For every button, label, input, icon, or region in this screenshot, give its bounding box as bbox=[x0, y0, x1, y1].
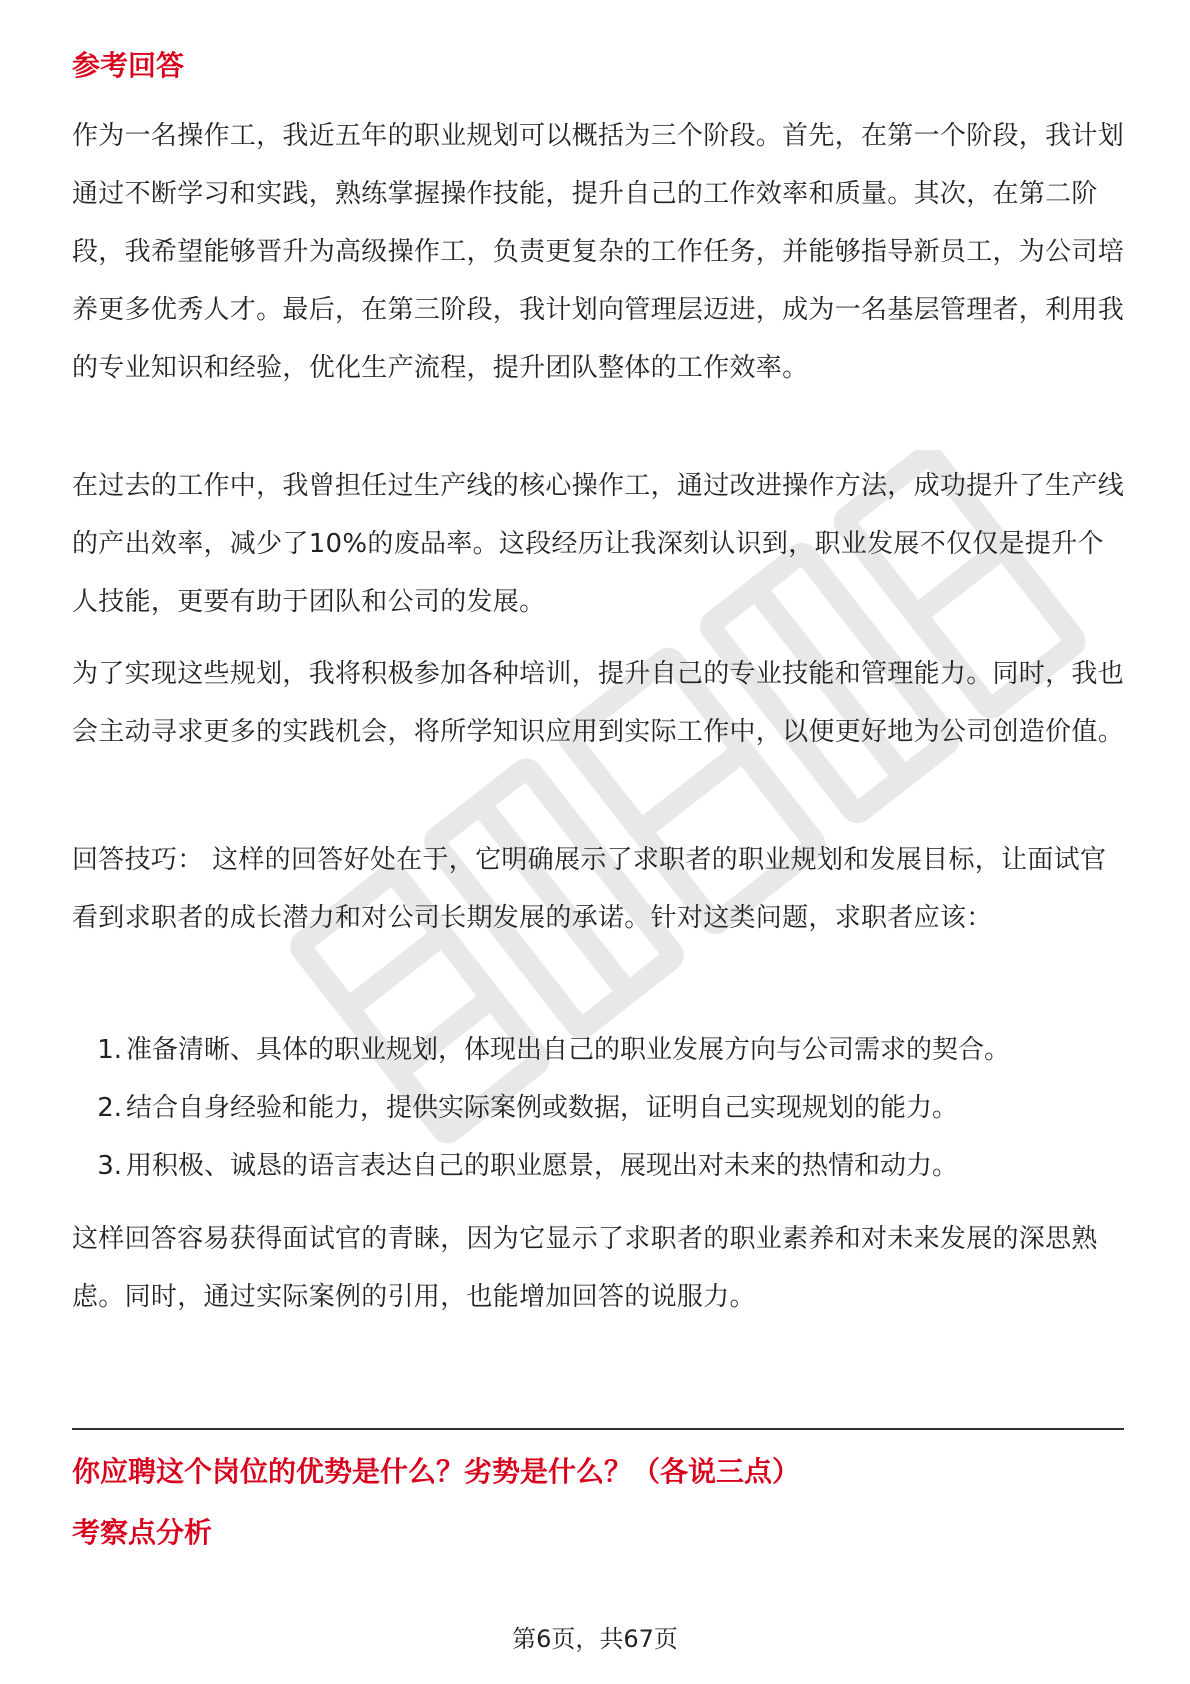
list-item-number: 3. bbox=[97, 1151, 122, 1181]
list-item-number: 1. bbox=[97, 1035, 122, 1065]
tips-list bbox=[72, 1021, 1124, 1195]
list-item bbox=[72, 1079, 1124, 1137]
list-item-text: 用积极、诚恳的语言表达自己的职业愿景，展现出对未来的热情和动力。 bbox=[126, 1151, 959, 1181]
conclusion-paragraph: 这样回答容易获得面试官的青睐，因为它显示了求职者的职业素养和对未来发展的深思熟虑。同时，通过实际案例的引用，也能增加回答的说服力。 bbox=[72, 1224, 1098, 1312]
reference-answer-heading: 参考回答 bbox=[72, 49, 185, 82]
list-item-text: 结合自身经验和能力，提供实际案例或数据，证明自己实现规划的能力。 bbox=[126, 1093, 959, 1123]
list-item bbox=[72, 1137, 1124, 1195]
list-item-text: 准备清晰、具体的职业规划，体现出自己的职业发展方向与公司需求的契合。 bbox=[126, 1035, 1011, 1065]
answer-paragraph-1: 作为一名操作工，我近五年的职业规划可以概括为三个阶段。首先，在第一个阶段，我计划通过不断学习和实践，熟练掌握操作技能，提升自己的工作效率和质量。其次，在第二阶段，我希望能够晋升为高级操作工，负责更复杂的工作任务，并能够指导新员工，为公司培养更多优秀人才。最后，在第三阶段，我计划向管理层迈进，成为一名基层管理者，利用我的专业知识和经验，优化生产流程，提升团队整体的工作效率。 bbox=[72, 121, 1125, 383]
question-heading: 你应聘这个岗位的优势是什么？劣势是什么？（各说三点） bbox=[72, 1455, 801, 1488]
list-item-number: 2. bbox=[97, 1093, 122, 1123]
list-item bbox=[72, 1021, 1124, 1079]
section-divider bbox=[72, 1428, 1124, 1430]
page-number: 第6页，共67页 bbox=[512, 1625, 678, 1653]
answer-paragraph-3: 为了实现这些规划，我将积极参加各种培训，提升自己的专业技能和管理能力。同时，我也会主动寻求更多的实践机会，将所学知识应用到实际工作中，以便更好地为公司创造价值。 bbox=[72, 659, 1125, 747]
answer-paragraph-2: 在过去的工作中，我曾担任过生产线的核心操作工，通过改进操作方法，成功提升了生产线的产出效率，减少了10%的废品率。这段经历让我深刻认识到，职业发展不仅仅是提升个人技能，更要有助于团队和公司的发展。 bbox=[72, 471, 1125, 617]
analysis-heading: 考察点分析 bbox=[72, 1516, 213, 1549]
answer-tips-paragraph: 回答技巧： 这样的回答好处在于，它明确展示了求职者的职业规划和发展目标，让面试官看到求职者的成长潜力和对公司长期发展的承诺。针对这类问题，求职者应该： bbox=[72, 845, 1107, 933]
